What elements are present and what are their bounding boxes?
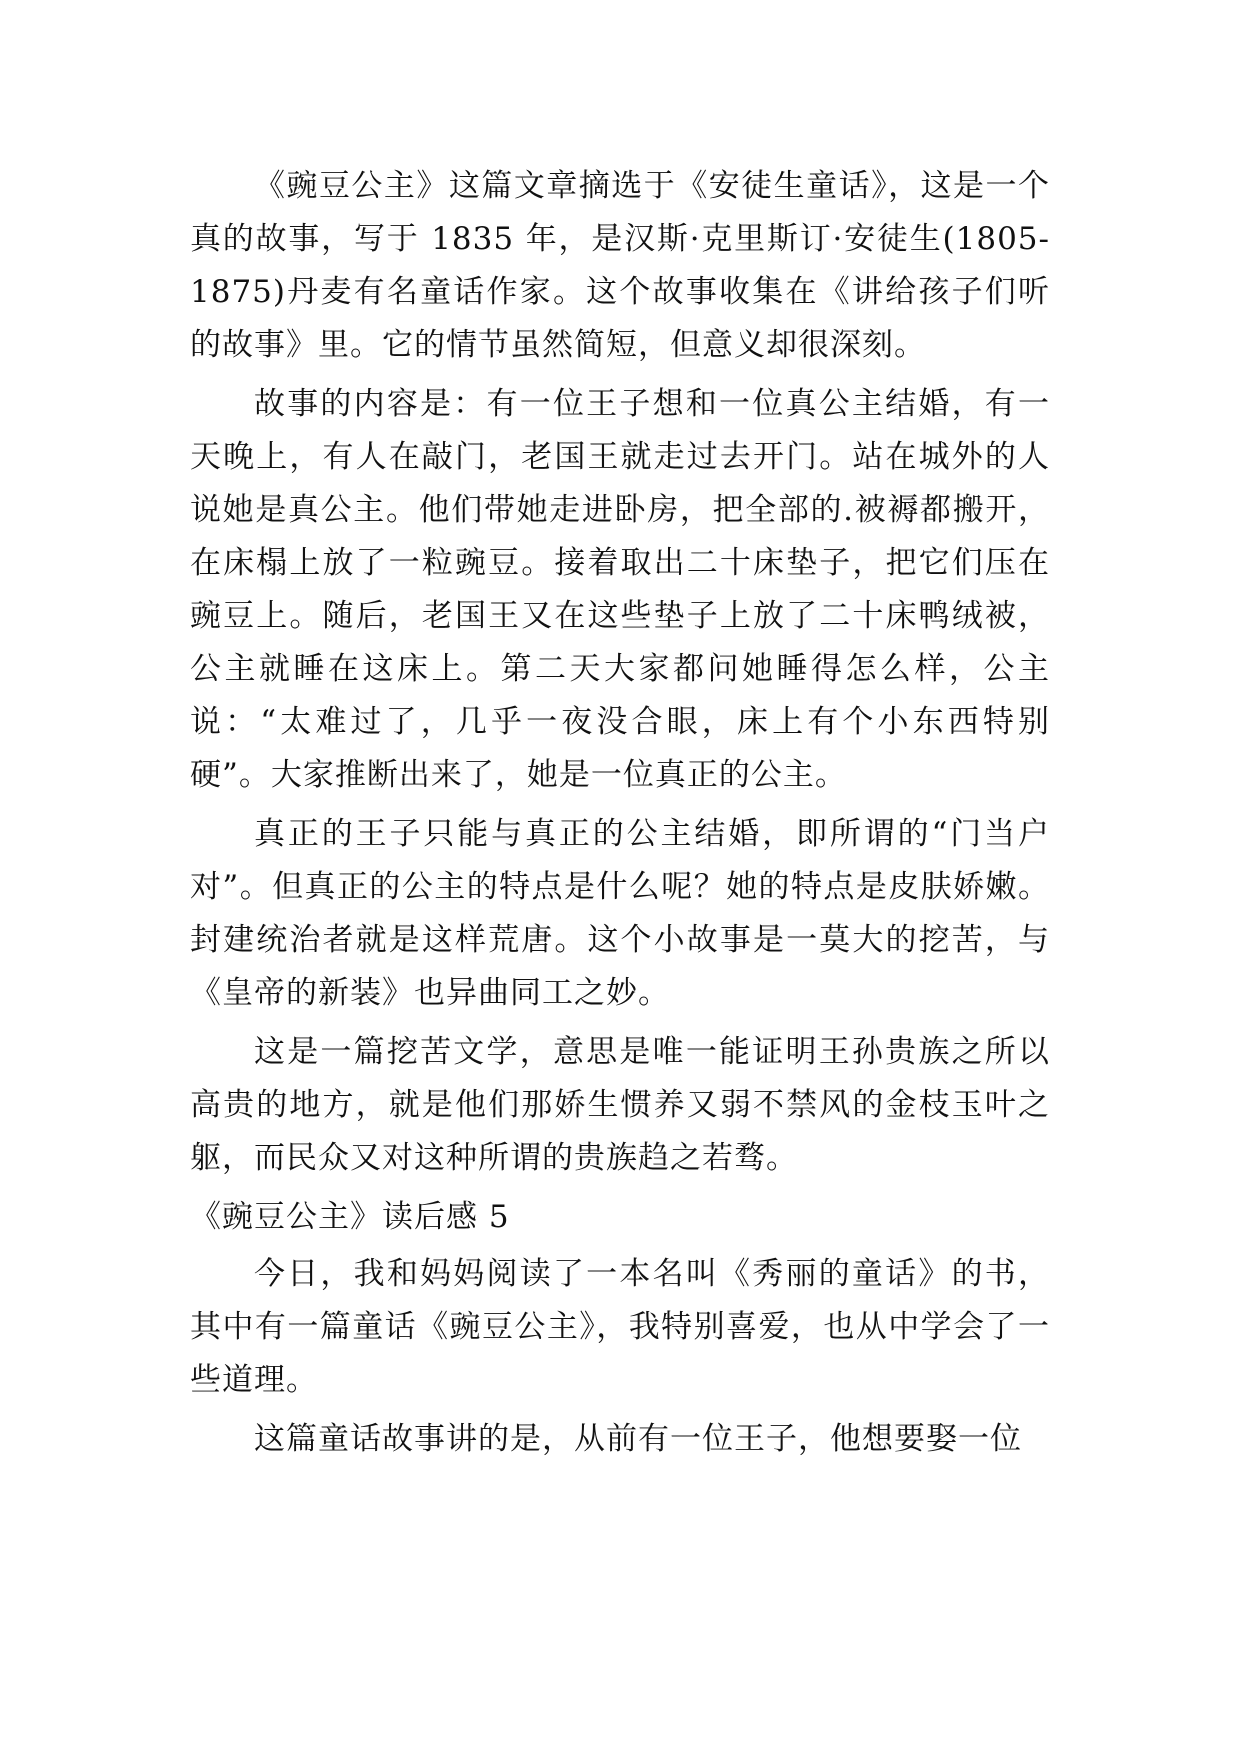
section-heading: 《豌豆公主》读后感 5	[190, 1199, 510, 1235]
paragraph-analysis: 真正的王子只能与真正的公主结婚，即所谓的“门当户对”。但真正的公主的特点是什么呢？她的特点是皮肤娇嫩。封建统治者就是这样荒唐。这个小故事是一莫大的挖苦，与《皇帝的新装》也异曲同工之妙。	[190, 816, 1050, 1011]
paragraph-reading-intro: 今日，我和妈妈阅读了一本名叫《秀丽的童话》的书，其中有一篇童话《豌豆公主》，我特别喜爱，也从中学会了一些道理。	[190, 1256, 1050, 1398]
paragraph-story-content: 故事的内容是：有一位王子想和一位真公主结婚，有一天晚上，有人在敲门，老国王就走过去开门。站在城外的人说她是真公主。他们带她走进卧房，把全部的.被褥都搬开，在床榻上放了一粒豌豆。接着取出二十床垫子，把它们压在豌豆上。随后，老国王又在这些垫子上放了二十床鸭绒被，公主就睡在这床上。第二天大家都问她睡得怎么样，公主说：“太难过了，几乎一夜没合眼，床上有个小东西特别硬”。大家推断出来了，她是一位真正的公主。	[190, 386, 1050, 793]
paragraph-story-start: 这篇童话故事讲的是，从前有一位王子，他想要娶一位	[254, 1421, 1022, 1457]
paragraph-intro: 《豌豆公主》这篇文章摘选于《安徒生童话》，这是一个真的故事，写于 1835 年，是汉斯·克里斯订·安徒生(1805-1875)丹麦有名童话作家。这个故事收集在《讲给孩子们听的故事》里。它的情节虽然简短，但意义却很深刻。	[190, 168, 1050, 363]
document-body	[190, 160, 1050, 1472]
paragraph-satire: 这是一篇挖苦文学，意思是唯一能证明王孙贵族之所以高贵的地方，就是他们那娇生惯养又弱不禁风的金枝玉叶之躯，而民众又对这种所谓的贵族趋之若骛。	[190, 1034, 1050, 1176]
